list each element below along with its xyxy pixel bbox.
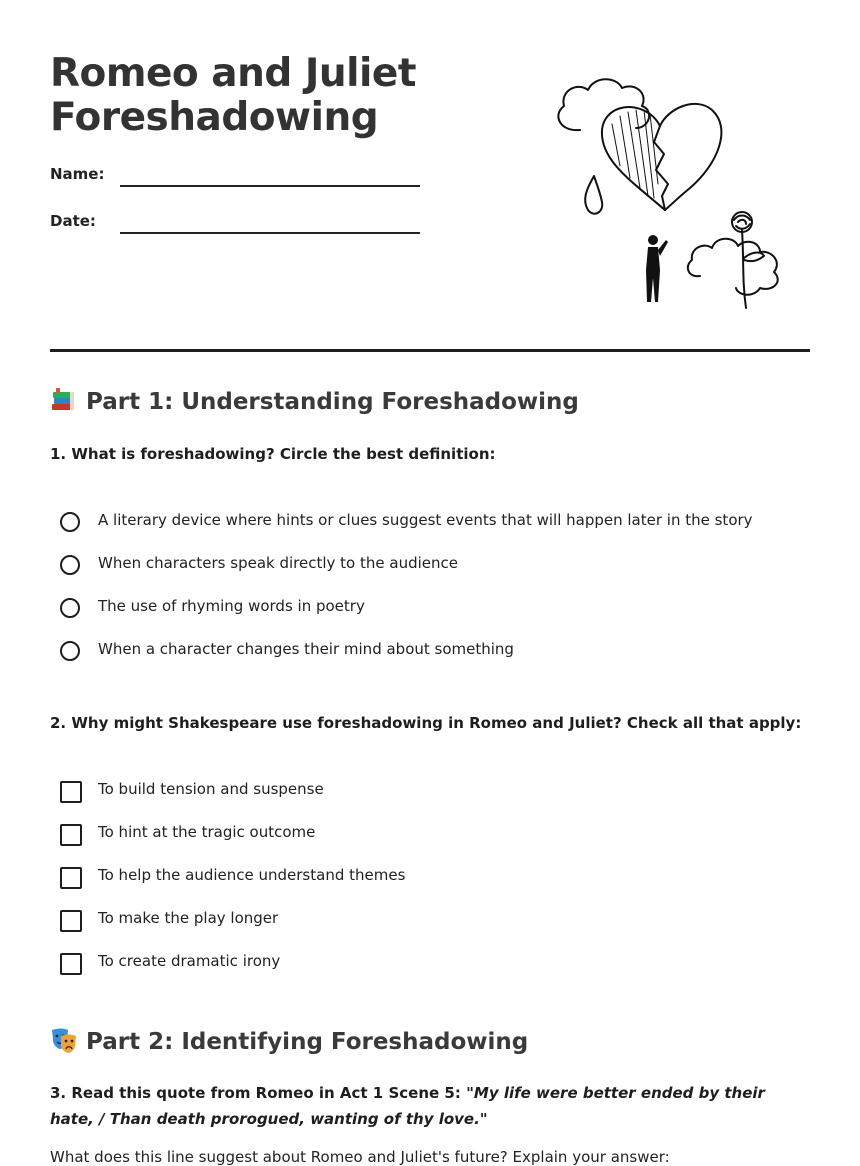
radio-button[interactable] — [60, 512, 80, 532]
question-3-quote: "My life were better ended by their hate, / Than death prorogued, wanting of thy love." — [50, 1084, 765, 1128]
q2-option-2[interactable] — [60, 822, 800, 848]
question-3 — [50, 1080, 810, 1132]
section-divider — [50, 349, 810, 352]
radio-button[interactable] — [60, 641, 80, 661]
q2-option-1[interactable] — [60, 779, 800, 805]
date-label: Date: — [50, 212, 96, 230]
q2-option-5[interactable] — [60, 951, 800, 977]
part2-heading-text: Part 2: Identifying Foreshadowing — [86, 1029, 529, 1055]
option-label: To hint at the tragic outcome — [98, 823, 316, 841]
q2-option-4[interactable] — [60, 908, 800, 934]
radio-button[interactable] — [60, 555, 80, 575]
checkbox[interactable] — [60, 781, 82, 803]
q1-option-3[interactable] — [60, 596, 800, 622]
option-label: The use of rhyming words in poetry — [98, 597, 365, 615]
question-3-text: 3. Read this quote from Romeo in Act 1 Scene 5: — [50, 1084, 461, 1102]
option-label: To build tension and suspense — [98, 780, 324, 798]
page-title: Romeo and Juliet Foreshadowing — [50, 51, 416, 140]
name-label: Name: — [50, 165, 105, 183]
name-field-row — [50, 165, 470, 195]
checkbox[interactable] — [60, 824, 82, 846]
q1-option-1[interactable] — [60, 510, 800, 536]
part1-heading-text: Part 1: Understanding Foreshadowing — [86, 389, 579, 415]
q1-option-2[interactable] — [60, 553, 800, 579]
q1-option-4[interactable] — [60, 639, 800, 665]
date-field-row — [50, 212, 470, 242]
option-label: A literary device where hints or clues suggest events that will happen later in the story — [98, 511, 753, 529]
date-input[interactable] — [120, 232, 420, 234]
option-label: When characters speak directly to the audience — [98, 554, 458, 572]
checkbox[interactable] — [60, 867, 82, 889]
q2-option-3[interactable] — [60, 865, 800, 891]
books-icon — [50, 386, 78, 414]
question-1: 1. What is foreshadowing? Circle the best definition: — [50, 445, 496, 463]
checkbox[interactable] — [60, 953, 82, 975]
question-2: 2. Why might Shakespeare use foreshadowing in Romeo and Juliet? Check all that apply: — [50, 714, 802, 732]
option-label: To help the audience understand themes — [98, 866, 406, 884]
part2-heading — [50, 1026, 528, 1055]
question-3-prompt: What does this line suggest about Romeo and Juliet's future? Explain your answer: — [50, 1148, 670, 1166]
checkbox[interactable] — [60, 910, 82, 932]
theater-masks-icon — [50, 1026, 78, 1054]
radio-button[interactable] — [60, 598, 80, 618]
option-label: To make the play longer — [98, 909, 279, 927]
option-label: To create dramatic irony — [98, 952, 281, 970]
part1-heading — [50, 386, 579, 415]
option-label: When a character changes their mind about something — [98, 640, 514, 658]
name-input[interactable] — [120, 185, 420, 187]
broken-heart-with-figure-and-rose-icon — [550, 70, 795, 315]
